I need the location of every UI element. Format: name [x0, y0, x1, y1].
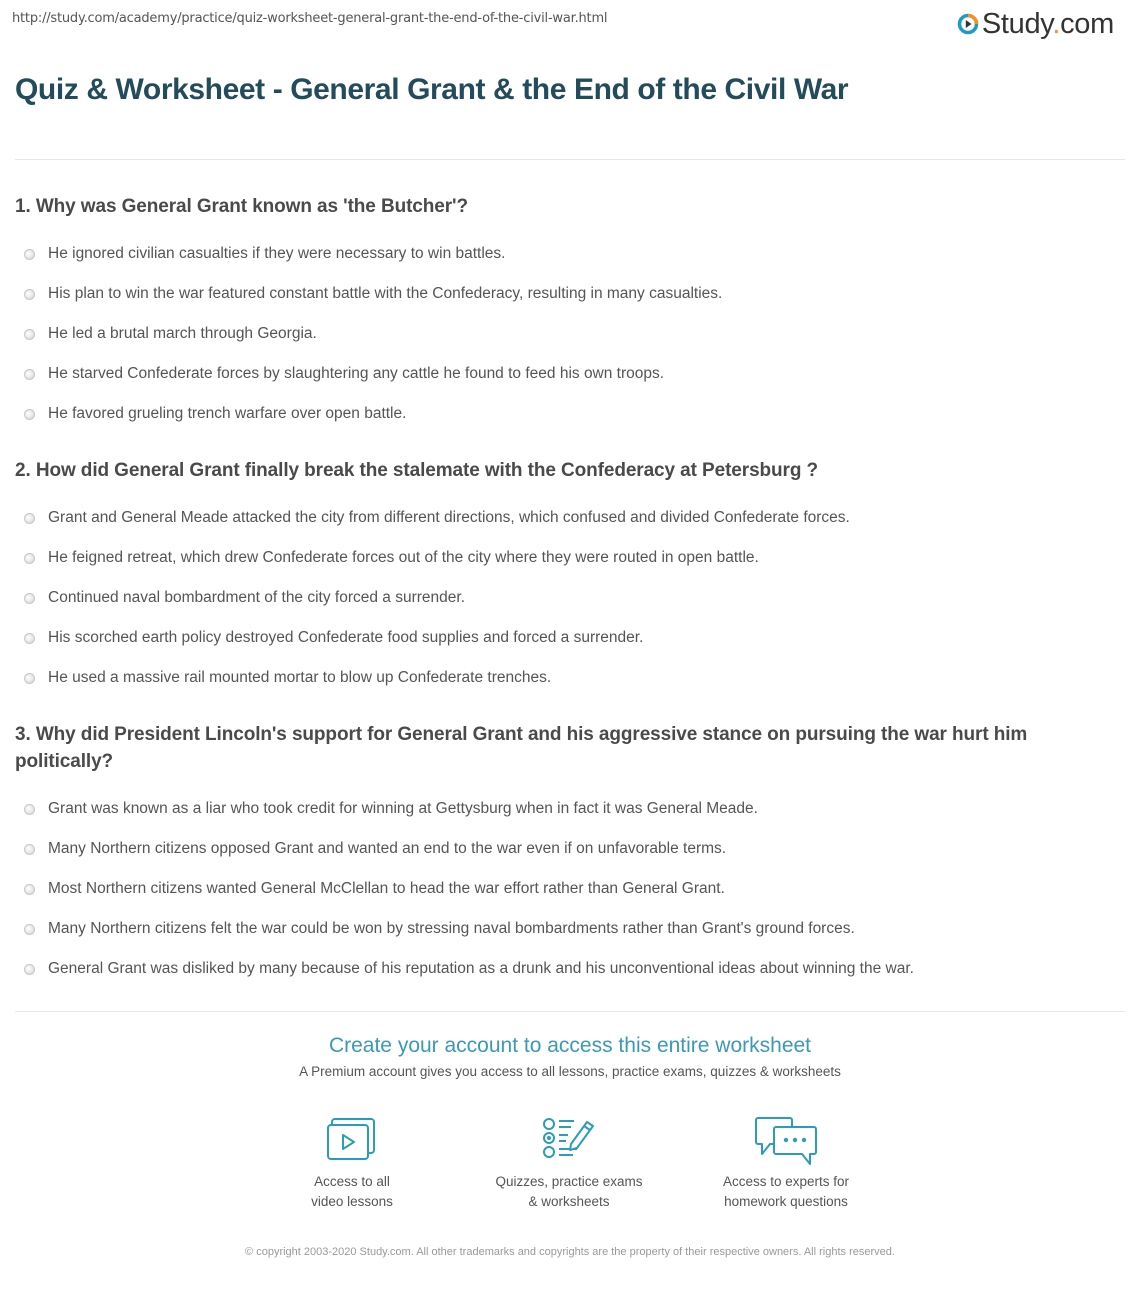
answer-option[interactable]: Many Northern citizens opposed Grant and wanted an end to the war even if on unfavorable terms.: [15, 829, 1130, 869]
feature-video-lessons: [252, 1116, 452, 1212]
chat-experts-icon: [754, 1116, 818, 1168]
answer-option[interactable]: Many Northern citizens felt the war could be won by stressing naval bombardments rather than Grant's ground forces.: [15, 909, 1130, 949]
question-text: 3. Why did President Lincoln's support for General Grant and his aggressive stance on pursuing the war hurt him politically?: [15, 724, 1028, 772]
answer-option[interactable]: He starved Confederate forces by slaughtering any cattle he found to feed his own troops.: [15, 354, 1130, 394]
answer-list: [15, 234, 1130, 434]
question-text: 1. Why was General Grant known as 'the Butcher'?: [15, 196, 468, 217]
question-3: [15, 721, 1130, 989]
radio-icon[interactable]: [24, 884, 35, 895]
radio-icon[interactable]: [24, 964, 35, 975]
radio-icon[interactable]: [24, 249, 35, 260]
page-url: http://study.com/academy/practice/quiz-worksheet-general-grant-the-end-of-the-civil-war.html: [12, 11, 608, 26]
study-logo[interactable]: [957, 8, 1114, 40]
copyright-notice: © copyright 2003-2020 Study.com. All other trademarks and copyrights are the property of their respective owners. All rights reserved.: [245, 1246, 895, 1258]
title-divider: [15, 159, 1125, 160]
study-play-logo-icon: [957, 13, 979, 35]
radio-icon[interactable]: [24, 289, 35, 300]
radio-icon[interactable]: [24, 553, 35, 564]
feature-label: Access to experts for homework questions: [722, 1174, 850, 1209]
radio-icon[interactable]: [24, 844, 35, 855]
radio-icon[interactable]: [24, 369, 35, 380]
answer-option[interactable]: His plan to win the war featured constant battle with the Confederacy, resulting in many casualties.: [15, 274, 1130, 314]
video-lessons-icon: [326, 1116, 378, 1162]
feature-experts: [686, 1116, 886, 1212]
page-title: Quiz & Worksheet - General Grant & the End of the Civil War: [15, 73, 849, 106]
quiz-checklist-icon: [541, 1116, 597, 1162]
answer-list: [15, 498, 1130, 698]
radio-icon[interactable]: [24, 673, 35, 684]
radio-icon[interactable]: [24, 633, 35, 644]
answer-option[interactable]: He used a massive rail mounted mortar to blow up Confederate trenches.: [15, 658, 1130, 698]
radio-icon[interactable]: [24, 513, 35, 524]
feature-label: Access to all video lessons: [311, 1174, 393, 1209]
answer-option[interactable]: Grant was known as a liar who took credit for winning at Gettysburg when in fact it was General Meade.: [15, 789, 1130, 829]
answer-option[interactable]: His scorched earth policy destroyed Confederate food supplies and forced a surrender.: [15, 618, 1130, 658]
question-1: [15, 193, 1130, 434]
logo-text: Study.com: [981, 8, 1114, 40]
radio-icon[interactable]: [24, 804, 35, 815]
answer-option[interactable]: He favored grueling trench warfare over open battle.: [15, 394, 1130, 434]
answer-option[interactable]: He ignored civilian casualties if they were necessary to win battles.: [15, 234, 1130, 274]
radio-icon[interactable]: [24, 409, 35, 420]
question-2: [15, 457, 1130, 698]
answer-option[interactable]: He led a brutal march through Georgia.: [15, 314, 1130, 354]
answer-option[interactable]: Grant and General Meade attacked the city from different directions, which confused and divided Confederate forces.: [15, 498, 1130, 538]
create-account-link[interactable]: Create your account to access this entire worksheet: [328, 1034, 812, 1057]
answer-option[interactable]: General Grant was disliked by many because of his reputation as a drunk and his unconventional ideas about winning the war.: [15, 949, 1130, 989]
answer-list: [15, 789, 1130, 989]
answer-option[interactable]: Most Northern citizens wanted General McClellan to head the war effort rather than General Grant.: [15, 869, 1130, 909]
radio-icon[interactable]: [24, 924, 35, 935]
feature-quizzes: [469, 1116, 669, 1212]
cta-divider: [15, 1011, 1125, 1012]
answer-option[interactable]: He feigned retreat, which drew Confederate forces out of the city where they were routed in open battle.: [15, 538, 1130, 578]
radio-icon[interactable]: [24, 329, 35, 340]
feature-label: Quizzes, practice exams & worksheets: [495, 1174, 643, 1209]
answer-option[interactable]: Continued naval bombardment of the city forced a surrender.: [15, 578, 1130, 618]
question-text: 2. How did General Grant finally break the stalemate with the Confederacy at Petersburg ?: [15, 460, 819, 481]
cta-subtitle: A Premium account gives you access to all lessons, practice exams, quizzes & worksheets: [299, 1064, 841, 1079]
radio-icon[interactable]: [24, 593, 35, 604]
